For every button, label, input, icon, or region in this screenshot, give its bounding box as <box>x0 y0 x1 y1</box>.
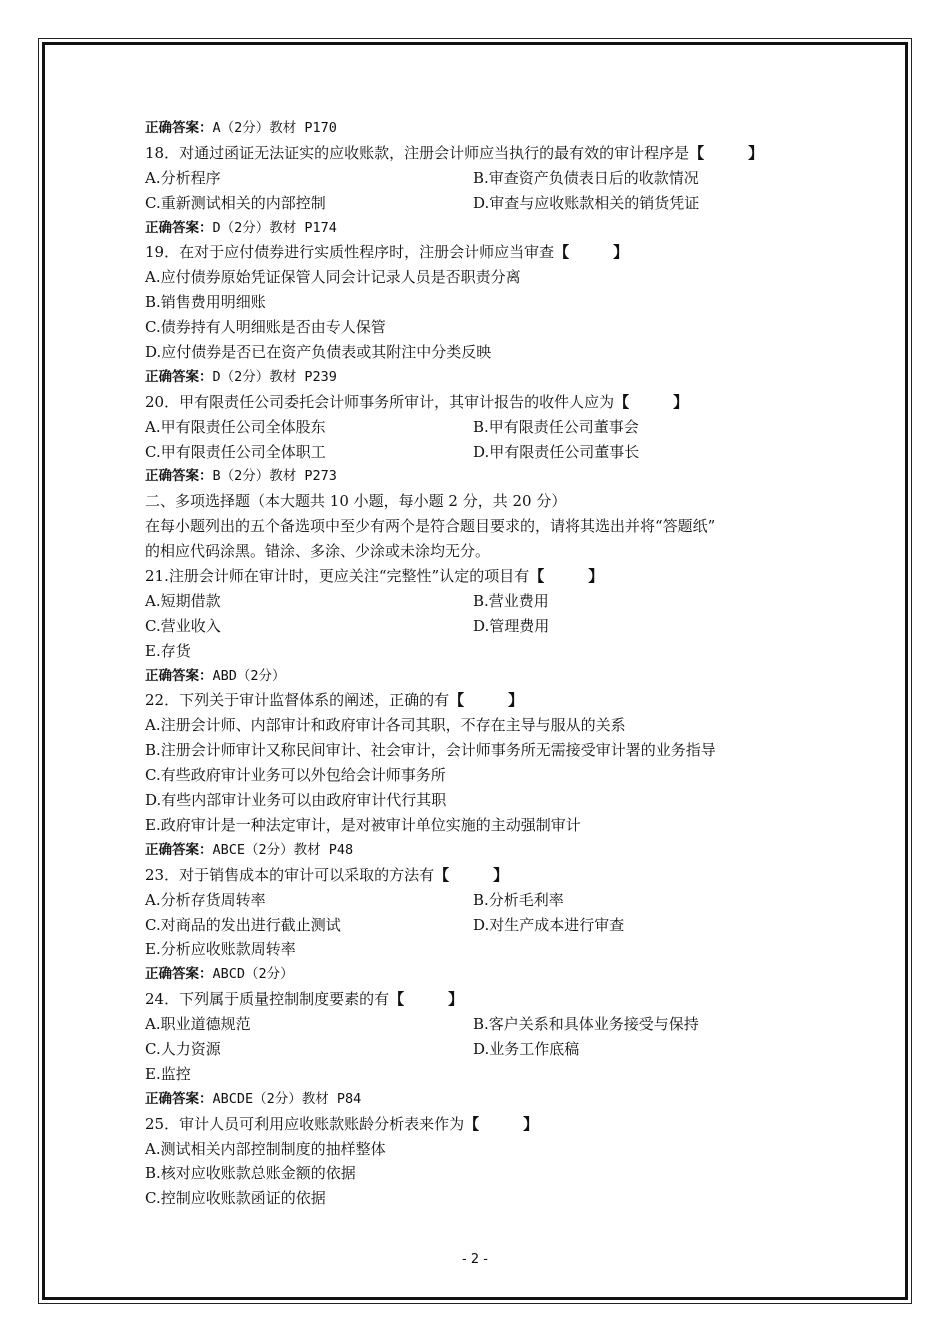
option-left: C.甲有限责任公司全体职工 <box>145 442 326 461</box>
answer-text: D（2分）教材 P174 <box>212 219 337 236</box>
text-line: E.政府审计是一种法定审计，是对被审计单位实施的主动强制审计 <box>145 815 581 834</box>
option-left: A.短期借款 <box>145 591 221 610</box>
answer-label: 正确答案： <box>145 120 213 136</box>
text-line: E.存货 <box>145 641 191 660</box>
answer-label: 正确答案： <box>145 1090 213 1107</box>
page-number: - 2 - <box>462 1252 488 1267</box>
answer-bracket-close: 】 <box>493 865 509 884</box>
answer-text: A（2分）教材 P170 <box>212 120 337 136</box>
option-row <box>145 1012 825 1037</box>
answer-label: 正确答案： <box>145 219 213 236</box>
text-line: A.注册会计师、内部审计和政府审计各司其职，不存在主导与服从的关系 <box>145 716 626 735</box>
answer-label: 正确答案： <box>145 468 213 485</box>
answer-bracket-open: 【 <box>434 865 450 884</box>
question-line <box>145 240 825 265</box>
question-line <box>145 688 825 713</box>
option-right: B.营业费用 <box>473 591 549 610</box>
option-right: B.甲有限责任公司董事会 <box>473 417 639 436</box>
answer-bracket-close: 】 <box>588 567 604 586</box>
answer-bracket-close: 】 <box>673 392 689 411</box>
answer-text: ABD（2分） <box>212 667 286 684</box>
option-right: D.甲有限责任公司董事长 <box>473 442 640 461</box>
answer-line <box>145 116 825 141</box>
answer-line <box>145 962 825 987</box>
text-line: E.监控 <box>145 1064 191 1083</box>
question-line <box>145 1112 825 1137</box>
answer-bracket-close: 】 <box>508 691 524 710</box>
answer-text: B（2分）教材 P273 <box>212 468 337 485</box>
question-text: 23．对于销售成本的审计可以采取的方法有 <box>145 865 435 884</box>
question-line <box>145 987 825 1012</box>
text-line: C.控制应收账款函证的依据 <box>145 1189 326 1208</box>
question-text: 19．在对于应付债券进行实质性程序时，注册会计师应当审查 <box>145 243 555 262</box>
option-row <box>145 589 825 614</box>
answer-text: D（2分）教材 P239 <box>212 368 337 385</box>
option-right: D.审查与应收账款相关的销货凭证 <box>473 193 700 212</box>
option-right: B.客户关系和具体业务接受与保持 <box>473 1015 699 1034</box>
option-row <box>145 415 825 440</box>
option-left: C.重新测试相关的内部控制 <box>145 193 326 212</box>
question-line <box>145 390 825 415</box>
option-row <box>145 440 825 465</box>
answer-bracket-close: 】 <box>748 143 764 162</box>
text-line: A.应付债券原始凭证保管人同会计记录人员是否职责分离 <box>145 268 521 287</box>
text-line: 的相应代码涂黑。错涂、多涂、少涂或未涂均无分。 <box>145 542 491 561</box>
option-left: C.营业收入 <box>145 616 221 635</box>
answer-bracket-open: 【 <box>464 1114 480 1133</box>
question-text: 20．甲有限责任公司委托会计师事务所审计，其审计报告的收件人应为 <box>145 392 615 411</box>
answer-line <box>145 216 825 241</box>
question-line <box>145 141 825 166</box>
option-left: C.对商品的发出进行截止测试 <box>145 915 341 934</box>
question-line <box>145 863 825 888</box>
question-text: 21.注册会计师在审计时，更应关注“完整性”认定的项目有 <box>145 567 530 586</box>
answer-bracket-open: 【 <box>529 567 545 586</box>
answer-bracket-close: 】 <box>448 990 464 1009</box>
option-row <box>145 888 825 913</box>
answer-line <box>145 664 825 689</box>
option-right: D.对生产成本进行审查 <box>473 915 625 934</box>
option-row <box>145 166 825 191</box>
answer-text: ABCDE（2分）教材 P84 <box>212 1090 362 1107</box>
answer-bracket-open: 【 <box>389 990 405 1009</box>
answer-bracket-close: 】 <box>613 243 629 262</box>
text-line: E.分析应收账款周转率 <box>145 940 296 959</box>
question-text: 25．审计人员可利用应收账款账龄分析表来作为 <box>145 1114 465 1133</box>
option-left: A.职业道德规范 <box>145 1015 251 1034</box>
answer-label: 正确答案： <box>145 368 213 385</box>
answer-text: ABCE（2分）教材 P48 <box>212 841 354 858</box>
answer-bracket-open: 【 <box>449 691 465 710</box>
answer-text: ABCD（2分） <box>212 966 294 983</box>
answer-bracket-close: 】 <box>523 1114 539 1133</box>
answer-line <box>145 464 825 489</box>
question-text: 22．下列关于审计监督体系的阐述，正确的有 <box>145 691 450 710</box>
answer-line <box>145 365 825 390</box>
option-row <box>145 1037 825 1062</box>
option-right: D.业务工作底稿 <box>473 1039 580 1058</box>
answer-label: 正确答案： <box>145 841 213 858</box>
text-line: 二、多项选择题（本大题共 10 小题，每小题 2 分，共 20 分） <box>145 492 567 511</box>
option-right: B.分析毛利率 <box>473 890 564 909</box>
option-left: A.分析程序 <box>145 168 221 187</box>
answer-bracket-open: 【 <box>554 243 570 262</box>
document-body <box>145 116 825 1211</box>
answer-line <box>145 838 825 863</box>
question-text: 24．下列属于质量控制制度要素的有 <box>145 990 390 1009</box>
option-row <box>145 191 825 216</box>
answer-bracket-open: 【 <box>689 143 705 162</box>
text-line: C.债券持有人明细账是否由专人保管 <box>145 318 386 337</box>
text-line: C.有些政府审计业务可以外包给会计师事务所 <box>145 766 446 785</box>
text-line: B.销售费用明细账 <box>145 293 266 312</box>
answer-bracket-open: 【 <box>614 392 630 411</box>
question-text: 18．对通过函证无法证实的应收账款，注册会计师应当执行的最有效的审计程序是 <box>145 143 690 162</box>
option-left: A.分析存货周转率 <box>145 890 266 909</box>
option-row <box>145 913 825 938</box>
question-line <box>145 564 825 589</box>
text-line: B.注册会计师审计又称民间审计、社会审计，会计师事务所无需接受审计署的业务指导 <box>145 741 716 760</box>
answer-label: 正确答案： <box>145 667 213 684</box>
option-left: A.甲有限责任公司全体股东 <box>145 417 326 436</box>
answer-label: 正确答案： <box>145 966 213 983</box>
text-line: 在每小题列出的五个备选项中至少有两个是符合题目要求的，请将其选出并将“答题纸” <box>145 517 716 536</box>
text-line: D.有些内部审计业务可以由政府审计代行其职 <box>145 791 447 810</box>
text-line: D.应付债券是否已在资产负债表或其附注中分类反映 <box>145 343 492 362</box>
option-right: D.管理费用 <box>473 616 550 635</box>
option-row <box>145 614 825 639</box>
answer-line <box>145 1087 825 1112</box>
text-line: A.测试相关内部控制制度的抽样整体 <box>145 1139 386 1158</box>
option-left: C.人力资源 <box>145 1039 221 1058</box>
option-right: B.审查资产负债表日后的收款情况 <box>473 168 699 187</box>
text-line: B.核对应收账款总账金额的依据 <box>145 1164 356 1183</box>
